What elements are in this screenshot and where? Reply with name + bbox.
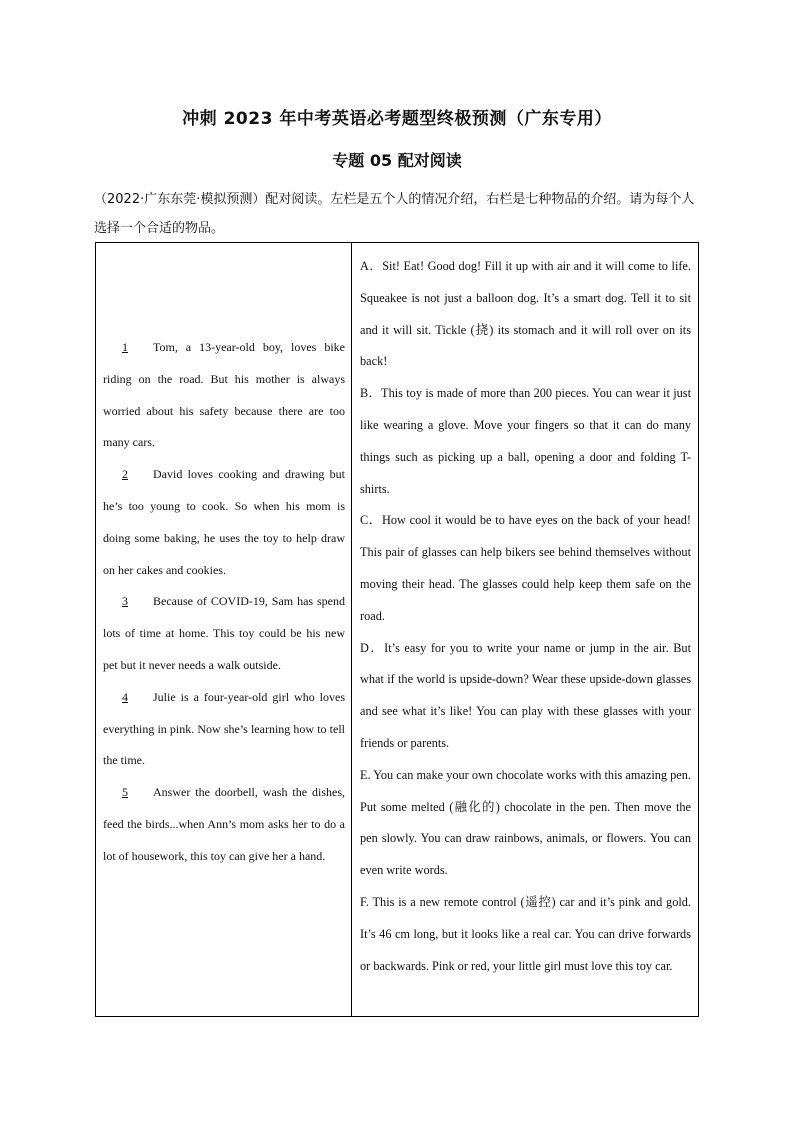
- option-item-d: D．It’s easy for you to write your name or jump in the air. But what if the world is upside-down? Wear these upside-down glasses and see what it’s like! You can play with these glasses with your friends or parents.: [360, 640, 691, 750]
- answer-blank[interactable]: 3: [122, 594, 128, 609]
- person-item: [103, 459, 345, 586]
- answer-blank[interactable]: 5: [122, 785, 128, 800]
- answer-blank[interactable]: 2: [122, 467, 128, 482]
- answer-blank[interactable]: 1: [122, 340, 128, 354]
- answer-blank[interactable]: 4: [122, 689, 128, 704]
- person-text: Julie is a four-year-old girl who loves everything in pink. Now she’s learning how to tell the time.: [103, 689, 345, 768]
- person-item: [103, 682, 345, 777]
- people-column: [96, 243, 352, 1016]
- option-item-b: B．This toy is made of more than 200 pieces. You can wear it just like wearing a glove. Move your fingers so that it can do many things such as picking up a ball, opening a door and folding T-shirts.: [360, 386, 691, 496]
- person-item: [103, 332, 345, 459]
- matching-table: [95, 242, 699, 1017]
- option-item-f: F. This is a new remote control (遥控) car and it’s pink and gold. It’s 46 cm long, but it looks like a real car. You can drive forwards or backwards. Pink or red, your little girl must love this toy car.: [360, 894, 691, 973]
- person-text: Tom, a 13-year-old boy, loves bike riding on the road. But his mother is always worried about his safety because there are too many cars.: [103, 340, 345, 450]
- option-item-a: A．Sit! Eat! Good dog! Fill it up with air and it will come to life. Squeakee is not just a balloon dog. It’s a smart dog. Tell it to sit and it will sit. Tickle (挠) its stomach and it will roll over on its back!: [360, 259, 691, 369]
- section-subtitle: 专题 05 配对阅读: [332, 151, 462, 170]
- person-item: [103, 777, 345, 872]
- option-item-c: C．How cool it would be to have eyes on the back of your head! This pair of glasses can help bikers see behind themselves without moving their head. The glasses could help keep them safe on the road.: [360, 513, 691, 623]
- items-column: [352, 243, 698, 1016]
- person-text: David loves cooking and drawing but he’s too young to cook. So when his mom is doing some baking, he uses the toy to help draw on her cakes and cookies.: [103, 467, 345, 577]
- option-item-e: E. You can make your own chocolate works with this amazing pen. Put some melted (融化的) chocolate in the pen. Then move the pen slowly. You can draw rainbows, animals, or flowers. You can even write words.: [360, 767, 691, 878]
- instructions-text: （2022·广东东莞·模拟预测）配对阅读。左栏是五个人的情况介绍，右栏是七种物品的介绍。请为每个人选择一个合适的物品。: [94, 192, 695, 236]
- person-text: Because of COVID-19, Sam has spend lots of time at home. This toy could be his new pet but it never needs a walk outside.: [103, 594, 345, 672]
- page-title: 冲刺 2023 年中考英语必考题型终极预测（广东专用）: [182, 109, 612, 129]
- person-item: [103, 586, 345, 681]
- person-text: Answer the doorbell, wash the dishes, feed the birds...when Ann’s mom asks her to do a lot of housework, this toy can give her a hand.: [103, 785, 345, 863]
